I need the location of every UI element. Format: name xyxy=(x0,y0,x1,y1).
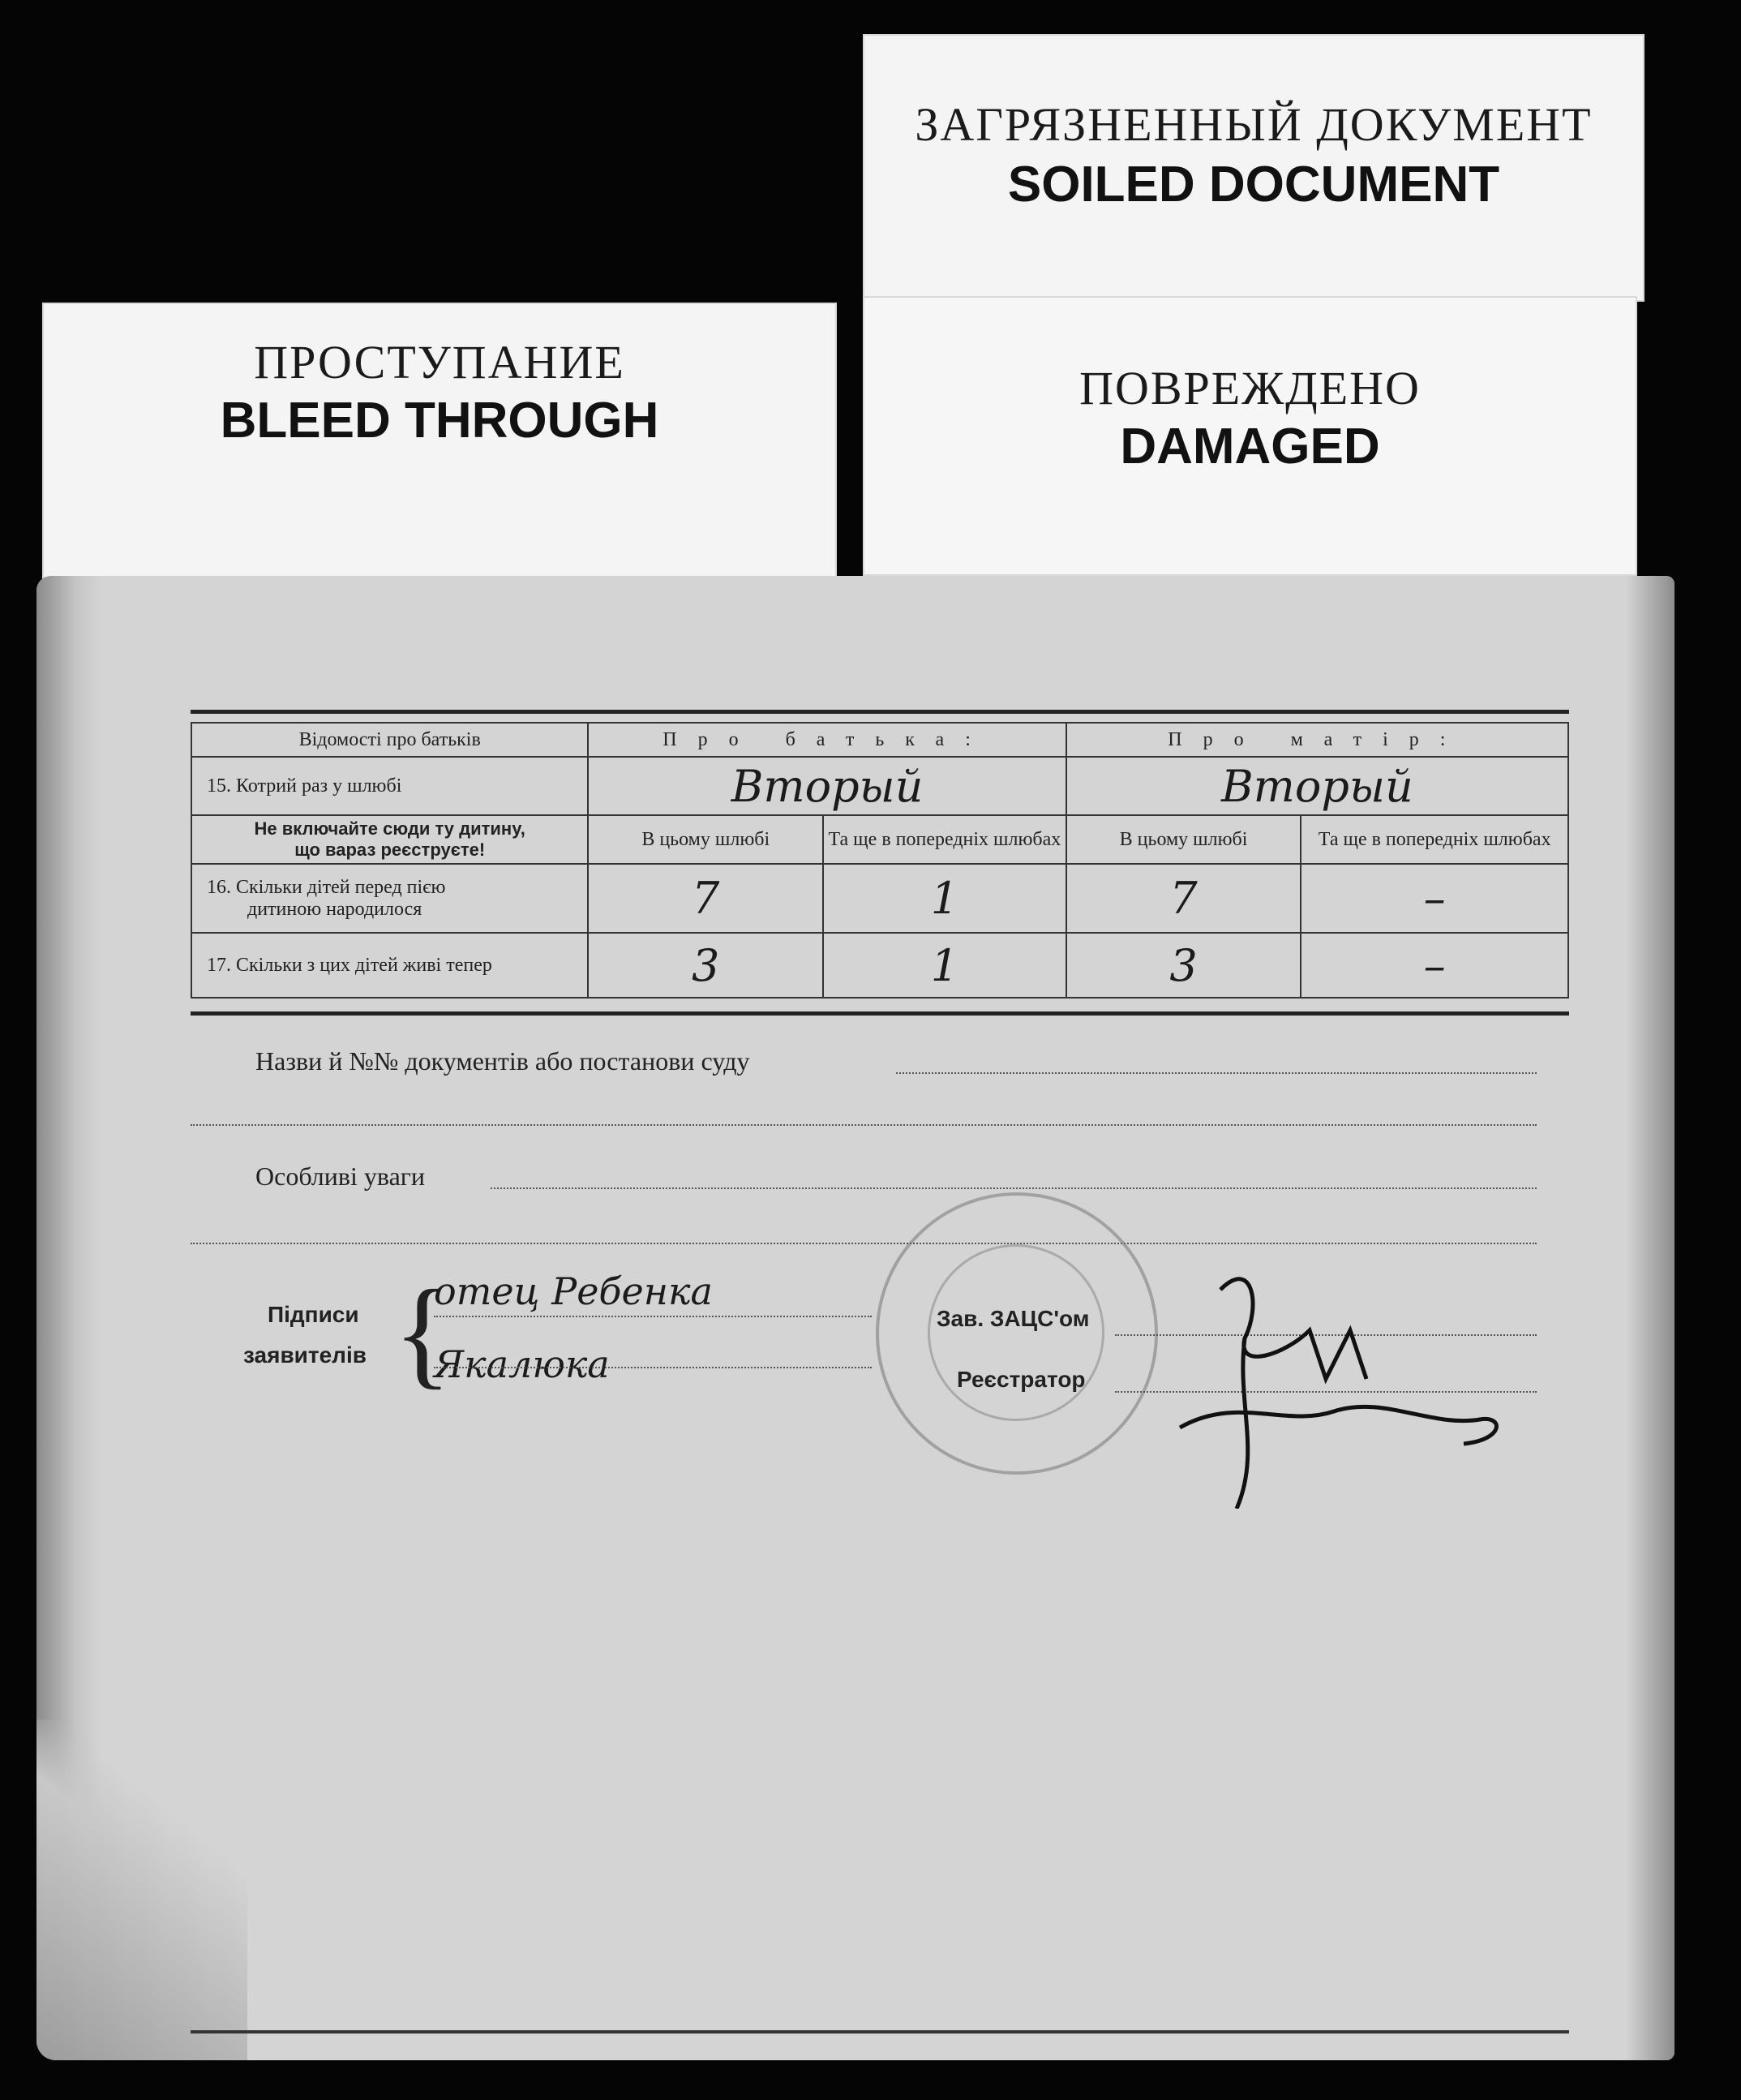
subheader-mother-prev: Та ще в попередніх шлюбах xyxy=(1301,815,1568,864)
subheader-father-this: В цьому шлюбі xyxy=(588,815,823,864)
document-page xyxy=(36,576,1675,2060)
row17-label: 17. Скільки з цих дітей живі тепер xyxy=(191,933,588,998)
applicant2-dotted-line xyxy=(434,1367,872,1368)
row16-father-prev: 1 xyxy=(823,864,1066,933)
row15-label: 15. Котрий раз у шлюбі xyxy=(191,757,588,815)
registrar-label: Реєстратор xyxy=(957,1367,1086,1392)
subheader-note-line1: Не включайте сюди ту дитину, xyxy=(254,818,525,839)
table-top-rule xyxy=(191,710,1569,714)
header-parents-info: Відомості про батьків xyxy=(191,723,588,757)
row17-father-this: 3 xyxy=(588,933,823,998)
subheader-father-prev: Та ще в попередніх шлюбах xyxy=(823,815,1066,864)
page-bottom-rule xyxy=(191,2030,1569,2033)
row15-mother-value: Вторый xyxy=(1066,757,1568,815)
notes-dotted-line xyxy=(491,1187,1537,1189)
applicants-brace: { xyxy=(393,1265,452,1400)
applicants-label-line2: заявителів xyxy=(243,1342,367,1368)
row16-mother-this: 7 xyxy=(1066,864,1301,933)
damaged-label-en: DAMAGED xyxy=(1120,419,1380,475)
documents-label: Назви й №№ документів або постанови суду xyxy=(255,1046,750,1076)
row17-mother-this: 3 xyxy=(1066,933,1301,998)
row16-mother-prev: – xyxy=(1301,864,1568,933)
row16-father-this: 7 xyxy=(588,864,823,933)
official-seal-stamp xyxy=(876,1192,1158,1475)
subheader-mother-this: В цьому шлюбі xyxy=(1066,815,1301,864)
applicant2-signature: Якалюка xyxy=(434,1342,610,1386)
bleed-through-label xyxy=(42,303,837,611)
row15-father-value: Вторый xyxy=(588,757,1066,815)
documents-dotted-line-2 xyxy=(191,1124,1537,1126)
applicant1-dotted-line xyxy=(434,1316,872,1317)
parents-info-table xyxy=(191,722,1569,998)
notes-label: Особливі уваги xyxy=(255,1162,426,1191)
soiled-label-ru: ЗАГРЯЗНЕННЫЙ ДОКУМЕНТ xyxy=(915,98,1593,151)
row16-label-line2: дитиною народилося xyxy=(247,898,422,920)
soiled-label-en: SOILED DOCUMENT xyxy=(1007,157,1500,213)
bleed-label-ru: ПРОСТУПАНИЕ xyxy=(254,336,625,389)
page-corner-damage xyxy=(36,1720,247,2060)
row17-mother-prev: – xyxy=(1301,933,1568,998)
row17-father-prev: 1 xyxy=(823,933,1066,998)
documents-dotted-line xyxy=(896,1072,1537,1074)
subheader-note xyxy=(191,815,588,864)
head-zags-label: Зав. ЗАЦС'ом xyxy=(937,1306,1090,1331)
row16-label xyxy=(191,864,588,933)
table-bottom-rule xyxy=(191,1011,1569,1016)
page-edge-shadow-right xyxy=(1626,576,1675,2060)
applicant1-signature: отец Ребенка xyxy=(434,1269,713,1313)
header-mother: Про матір: xyxy=(1066,723,1568,757)
subheader-note-line2: що вараз реєструєте! xyxy=(294,840,486,860)
soiled-document-label xyxy=(863,34,1645,302)
official-signatures-ink xyxy=(1123,1241,1545,1509)
bleed-label-en: BLEED THROUGH xyxy=(220,393,659,449)
damaged-label xyxy=(863,296,1637,576)
damaged-label-ru: ПОВРЕЖДЕНО xyxy=(1079,362,1421,414)
header-father: Про батька: xyxy=(588,723,1066,757)
applicants-label-line1: Підписи xyxy=(268,1302,359,1327)
seal-inner-ring xyxy=(928,1244,1104,1421)
row16-label-line1: 16. Скільки дітей перед пією xyxy=(207,876,446,898)
